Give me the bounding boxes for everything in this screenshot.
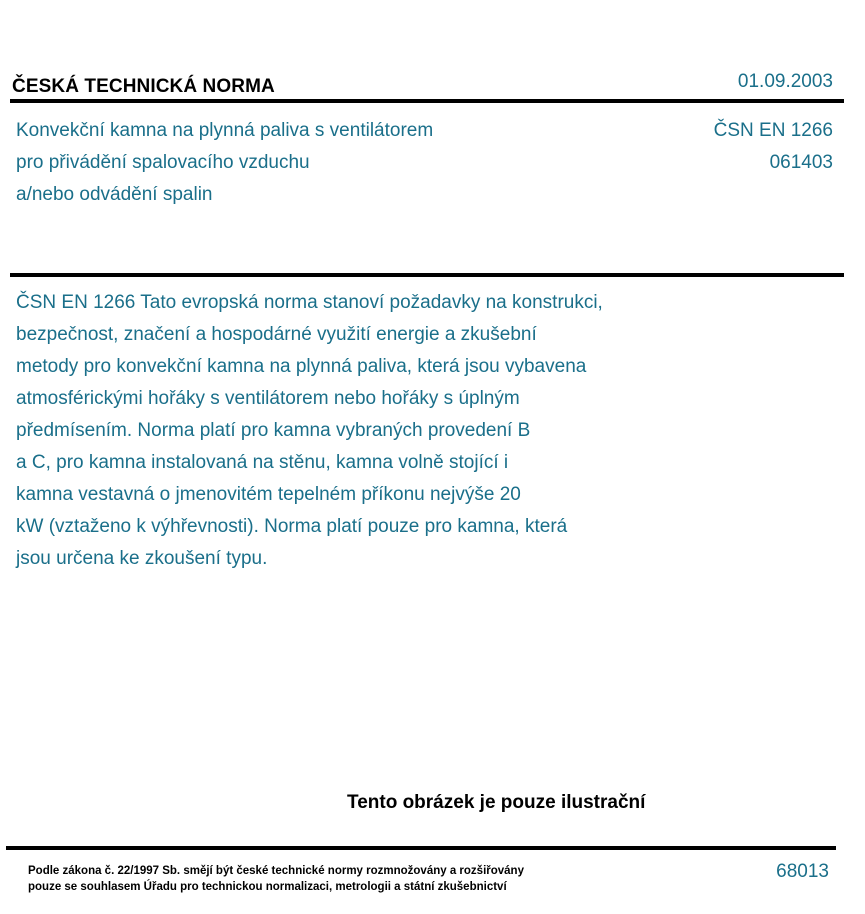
legal-line: Podle zákona č. 22/1997 Sb. smějí být české technické normy rozmnožovány a rozšiřovány xyxy=(28,865,524,877)
abstract-line: jsou určena ke zkoušení typu. xyxy=(16,548,268,569)
abstract-line: kamna vestavná o jmenovitém tepelném příkonu nejvýše 20 xyxy=(16,484,521,505)
standard-codes xyxy=(714,115,833,179)
abstract-line: předmísením. Norma platí pro kamna vybraných provedení B xyxy=(16,420,531,441)
publication-date: 01.09.2003 xyxy=(737,71,833,92)
subject-line: a/nebo odvádění spalin xyxy=(16,184,213,205)
abstract-line: ČSN EN 1266 Tato evropská norma stanoví požadavky na konstrukci, xyxy=(16,292,603,313)
section-divider xyxy=(10,273,844,277)
abstract-line: kW (vztaženo k výhřevnosti). Norma platí pouze pro kamna, která xyxy=(16,516,568,537)
norm-type-title: ČESKÁ TECHNICKÁ NORMA xyxy=(12,76,275,97)
subject-line: Konvekční kamna na plynná paliva s ventilátorem xyxy=(16,120,434,141)
footer-divider xyxy=(6,846,836,850)
illustration-disclaimer: Tento obrázek je pouze ilustrační xyxy=(347,792,646,813)
standard-code: ČSN EN 1266 xyxy=(713,120,833,141)
abstract-line: a C, pro kamna instalovaná na stěnu, kamna volně stojící i xyxy=(16,452,509,473)
legal-notice xyxy=(28,863,524,895)
document-number: 68013 xyxy=(776,861,829,882)
legal-line: pouze se souhlasem Úřadu pro technickou normalizaci, metrologii a státní zkušebnictví xyxy=(28,881,507,893)
abstract-line: atmosférickými hořáky s ventilátorem nebo hořáky s úplným xyxy=(16,388,520,409)
class-number: 061403 xyxy=(769,152,833,173)
abstract-line: bezpečnost, značení a hospodárné využití energie a zkušební xyxy=(16,324,537,345)
subject-line: pro přivádění spalovacího vzduchu xyxy=(16,152,310,173)
abstract-line: metody pro konvekční kamna na plynná paliva, která jsou vybavena xyxy=(16,356,587,377)
standard-abstract xyxy=(16,287,603,575)
standard-subject xyxy=(16,115,433,211)
header-divider xyxy=(10,99,844,103)
